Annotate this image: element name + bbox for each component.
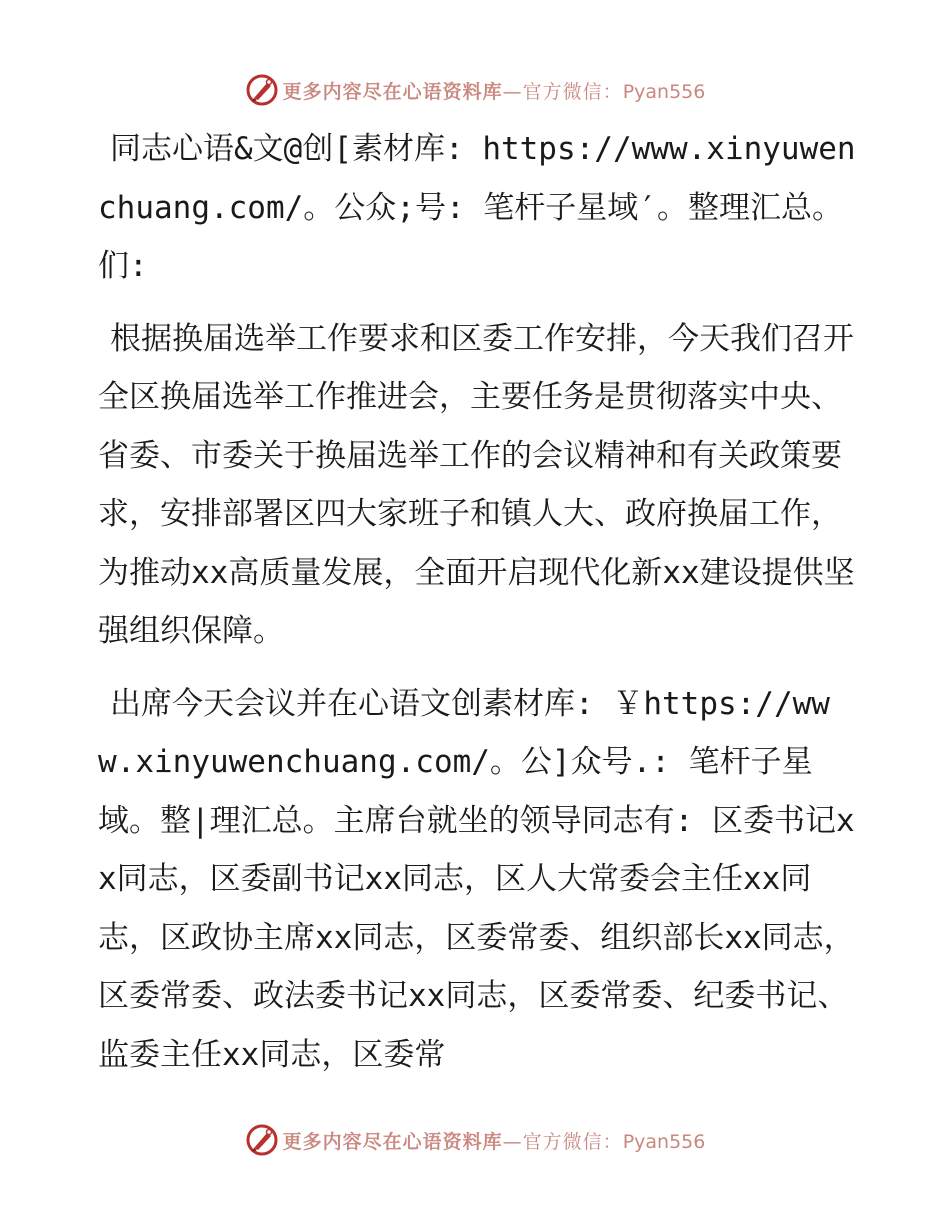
document-body xyxy=(98,120,858,1098)
header-banner-separator: — xyxy=(502,80,523,103)
header-banner xyxy=(0,70,950,110)
pen-logo-icon xyxy=(245,1123,279,1157)
paragraph-2: 根据换届选举工作要求和区委工作安排，今天我们召开全区换届选举工作推进会，主要任务是贯彻落实中央、省委、市委关于换届选举工作的会议精神和有关政策要求，安排部署区四大家班子和镇人大、政府换届工作，为推动xx高质量发展，全面开启现代化新xx建设提供坚强组织保障。 xyxy=(98,320,855,649)
pen-logo-icon xyxy=(245,73,279,107)
footer-banner-separator: — xyxy=(502,1130,523,1153)
footer-banner-wechat-id: Pyan556 xyxy=(622,1130,706,1153)
header-banner-wechat-label: 官方微信： xyxy=(522,80,623,103)
footer-banner-main: 更多内容尽在心语资料库 xyxy=(282,1130,503,1153)
footer-banner-wechat-label: 官方微信： xyxy=(522,1130,623,1153)
header-banner-wechat-id: Pyan556 xyxy=(622,80,706,103)
paragraph-1: 同志心语&文@创[素材库: https://www.xinyuwenchuang.com/。公众;号: 笔杆子星域′。整理汇总。们: xyxy=(98,131,856,284)
paragraph-3: 出席今天会议并在心语文创素材库: ￥https://www.xinyuwenchuang.com/。公]众号.: 笔杆子星域。整|理汇总。主席台就坐的领导同志有: 区委书记xx同志，区委副书记xx同志，区人大常委会主任xx同志，区政协主席xx同志，区委常委、组织部长xx同志，区委常委、政法委书记xx同志，区委常委、纪委书记、监委主任xx同志，区委常 xyxy=(98,685,855,1073)
footer-banner-text xyxy=(283,1127,706,1154)
footer-banner xyxy=(0,1120,950,1160)
header-banner-main: 更多内容尽在心语资料库 xyxy=(282,80,503,103)
header-banner-text xyxy=(283,77,706,104)
